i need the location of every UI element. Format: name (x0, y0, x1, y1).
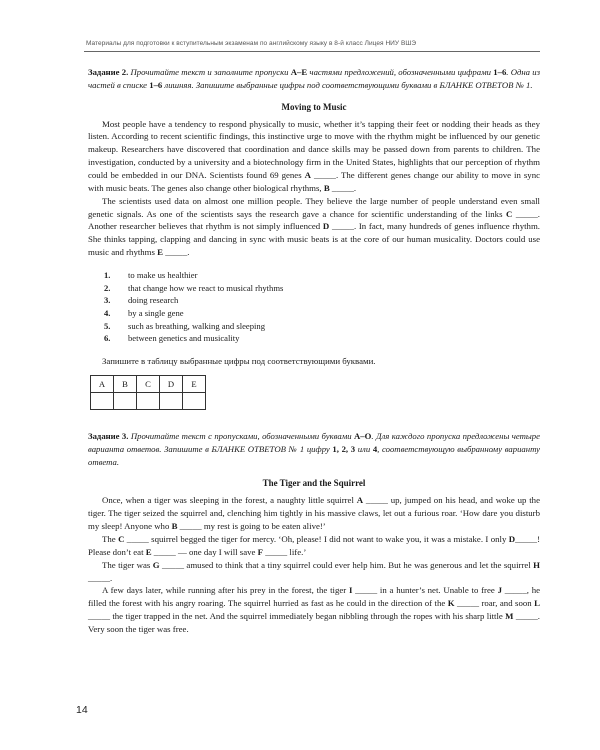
answer-cell-c[interactable] (137, 393, 160, 410)
header-divider (84, 51, 540, 52)
answer-cell-e[interactable] (183, 393, 206, 410)
list-item: 1. to make us healthier (104, 269, 198, 280)
task3-paragraph-1: Once, when a tiger was sleeping in the forest, a naughty little squirrel A _____ up, jumped on his head, and woke up the tiger. The tiger seized the squirrel and, clenching him tightly in his massive claws, let out a furious roar. ‘How dare you disturb my sleep! Anyone who B _____ my rest is going to be eaten alive!’ (88, 495, 540, 532)
task2-text-title: Moving to Music (281, 101, 347, 112)
answer-table (90, 375, 206, 410)
gap-marker: B (323, 182, 330, 193)
gap-marker: K (447, 598, 455, 609)
gap-marker: G (152, 559, 160, 570)
task3-paragraph-3: The tiger was G _____ amused to think that a tiny squirrel could ever help him. But he was generous and let the squirrel H _____. (88, 559, 540, 583)
task2-instruction (88, 66, 540, 92)
task2-options-list (104, 269, 540, 345)
list-item: 5. such as breathing, walking and sleeping (104, 320, 265, 331)
answer-table-header-cell: A (91, 376, 114, 393)
running-header: Материалы для подготовки к вступительным экзаменам по английскому языку в 8-й класс Лицея НИУ ВШЭ (86, 40, 417, 47)
answer-table-header-row (91, 376, 206, 393)
page-content (88, 66, 540, 636)
gap-marker: C (118, 534, 125, 545)
gap-marker: D (322, 221, 330, 232)
gap-marker: E (145, 546, 152, 557)
gap-marker: A (304, 169, 311, 180)
list-item: 2. that change how we react to musical rhythms (104, 282, 284, 293)
list-item: 4. by a single gene (104, 307, 184, 318)
answer-cell-d[interactable] (160, 393, 183, 410)
gap-marker: B (171, 521, 178, 532)
task2-label: Задание 2. (88, 67, 129, 77)
answer-cell-a[interactable] (91, 393, 114, 410)
task3-label: Задание 3. (88, 431, 129, 442)
answer-table-header-cell: D (160, 376, 183, 393)
task2-instr-part: Прочитайте текст и заполните пропуски A–E частями предложений, обозначенными цифрами 1–6. Одна из частей в списке 1–6 лишняя. Запишите выбранные цифры под соответствующими буквами в БЛАНКЕ ОТВЕТОВ № 1. (88, 67, 540, 90)
answer-table-input-row (91, 393, 206, 410)
gap-marker: L (534, 598, 540, 609)
task2-paragraph-2: The scientists used data on almost one million people. They believe the large number of people understand even small genetic signals. As one of the scientists says the research gave a chance for scientific understanding of the links C _____. Another researcher believes that rhythm is not simply influenced D _____. In fact, many hundreds of genes influence rhythm. She thinks tapping, clapping and dancing in sync with music beats is at the core of our human musicality. Doctors could use music and rhythms E _____. (88, 195, 541, 258)
answer-table-header-cell: C (137, 376, 160, 393)
gap-marker: J (497, 585, 502, 596)
answer-table-header-cell: E (183, 376, 206, 393)
task3-text-title: The Tiger and the Squirrel (262, 478, 366, 489)
page-number: 14 (76, 704, 88, 716)
task3-instruction (88, 430, 540, 468)
list-item: 6. between genetics and musicality (104, 333, 240, 344)
gap-marker: M (505, 611, 514, 622)
answer-table-header-cell: B (114, 376, 137, 393)
gap-marker: E (157, 247, 164, 258)
task3-paragraph-4: A few days later, while running after his prey in the forest, the tiger I _____ in a hunter’s net. Unable to free J _____, he filled the forest with his angry roaring. The squirrel hurried as fast as he could in the direction of the K _____ roar, and soon L _____ the tiger trapped in the net. And the squirrel immediately began nibbling through the ropes with his sharp little M _____. Very soon the tiger was free. (88, 585, 541, 634)
gap-marker: D (508, 534, 516, 545)
task3-instr-part: Прочитайте текст с пропусками, обозначенными буквами A–O. Для каждого пропуска предложены четыре варианта ответов. Запишите в БЛАНКЕ ОТВЕТОВ № 1 цифру 1, 2, 3 или 4, соответствующую выбранному варианту ответа. (88, 431, 541, 467)
gap-marker: A (356, 495, 364, 506)
answer-table-instruction: Запишите в таблицу выбранные цифры под соответствующими буквами. (102, 356, 376, 367)
gap-marker: I (348, 585, 353, 596)
answer-cell-b[interactable] (114, 393, 137, 410)
task3-paragraph-2: The C _____ squirrel begged the tiger for mercy. ‘Oh, please! I did not want to wake you, it was a mistake. I only D_____! Please don’t eat E _____ — one day I will save F _____ life.’ (88, 534, 540, 557)
gap-marker: C (505, 208, 513, 219)
task2-paragraph-1: Most people have a tendency to respond physically to music, whether it’s tapping their feet or nodding their heads as they listen. According to recent scientific findings, this instinctive urge to move with the rhythm might be influenced by our genetic makeup. Researchers have discovered that coordination and dance skills may be passed down from parents to children. The investigation, conducted by a university and a biotechnology firm in the United States, highlights that our perception of rhythm could be embedded in our DNA. Scientists found 69 genes A _____. The different genes change our ability to move in sync with music beats. The genes also change other biological rhythms, B _____. (88, 118, 540, 193)
gap-marker: H (533, 559, 540, 570)
list-item: 3. doing research (104, 295, 179, 306)
gap-marker: F (257, 546, 264, 557)
